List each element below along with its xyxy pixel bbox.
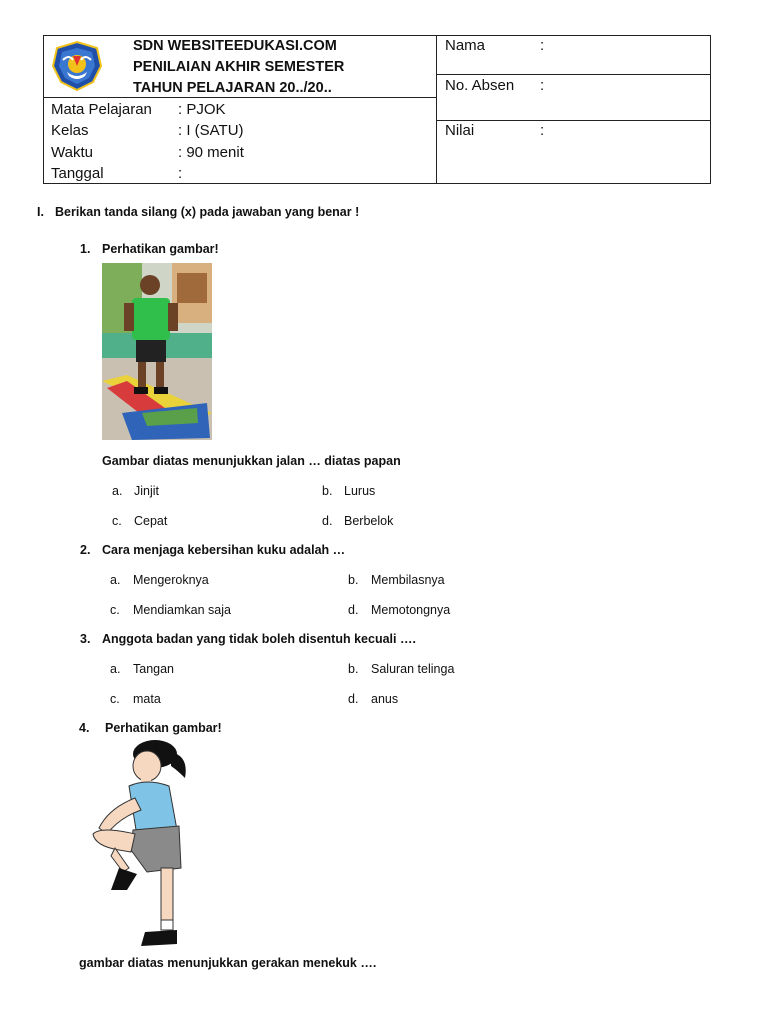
option-letter: a. <box>110 662 121 676</box>
question-followup: gambar diatas menunjukkan gerakan menekuk …. <box>79 956 377 970</box>
question-number: 2. <box>80 543 91 557</box>
option-letter: d. <box>348 692 359 706</box>
option-text: Berbelok <box>344 514 394 528</box>
section-number: I. <box>37 205 44 219</box>
absen-colon: : <box>540 77 545 94</box>
question-text: Anggota badan yang tidak boleh disentuh kecuali …. <box>102 632 416 646</box>
field-value-date: : <box>178 165 183 182</box>
option-letter: a. <box>110 573 121 587</box>
field-value-time: : 90 menit <box>178 144 244 161</box>
photo-child-balance-beam <box>102 263 212 440</box>
option-letter: b. <box>348 662 359 676</box>
field-value-subject: : PJOK <box>178 101 226 118</box>
question-text: Perhatikan gambar! <box>105 721 222 735</box>
academic-year: TAHUN PELAJARAN 20../20.. <box>133 80 332 96</box>
table-divider <box>436 74 711 75</box>
question-text: Cara menjaga kebersihan kuku adalah … <box>102 543 346 557</box>
exam-title: PENILAIAN AKHIR SEMESTER <box>133 59 345 75</box>
table-divider <box>43 183 173 184</box>
option-text: Mendiamkan saja <box>133 603 231 617</box>
table-divider <box>436 35 437 184</box>
illustration-girl-knee-raise <box>85 738 195 950</box>
question-text: Perhatikan gambar! <box>102 242 219 256</box>
option-letter: c. <box>110 603 120 617</box>
option-text: Cepat <box>134 514 168 528</box>
option-letter: b. <box>322 484 333 498</box>
field-label-class: Kelas <box>51 122 89 139</box>
option-text: Mengeroknya <box>133 573 209 587</box>
option-letter: a. <box>112 484 123 498</box>
field-value-class: : I (SATU) <box>178 122 244 139</box>
question-number: 1. <box>80 242 91 256</box>
score-label: Nilai <box>445 122 475 139</box>
option-text: anus <box>371 692 399 706</box>
option-text: Tangan <box>133 662 175 676</box>
option-text: Memotongnya <box>371 603 451 617</box>
school-logo <box>49 40 105 92</box>
option-letter: b. <box>348 573 359 587</box>
option-letter: d. <box>348 603 359 617</box>
option-text: mata <box>133 692 161 706</box>
option-text: Jinjit <box>134 484 160 498</box>
option-text: Membilasnya <box>371 573 445 587</box>
field-label-time: Waktu <box>51 144 93 161</box>
absen-label: No. Absen <box>445 77 515 94</box>
option-letter: d. <box>322 514 333 528</box>
question-number: 4. <box>79 721 90 735</box>
name-label: Nama <box>445 37 486 54</box>
section-instruction: Berikan tanda silang (x) pada jawaban yang benar ! <box>55 205 360 219</box>
field-label-subject: Mata Pelajaran <box>51 101 152 118</box>
option-text: Lurus <box>344 484 376 498</box>
question-number: 3. <box>80 632 91 646</box>
score-colon: : <box>540 122 545 139</box>
field-label-date: Tanggal <box>51 165 104 182</box>
name-colon: : <box>540 37 545 54</box>
option-letter: c. <box>112 514 122 528</box>
option-letter: c. <box>110 692 120 706</box>
question-followup: Gambar diatas menunjukkan jalan … diatas papan <box>102 454 401 468</box>
option-text: Saluran telinga <box>371 662 455 676</box>
table-divider <box>436 120 711 121</box>
school-name: SDN WEBSITEEDUKASI.COM <box>133 38 337 54</box>
